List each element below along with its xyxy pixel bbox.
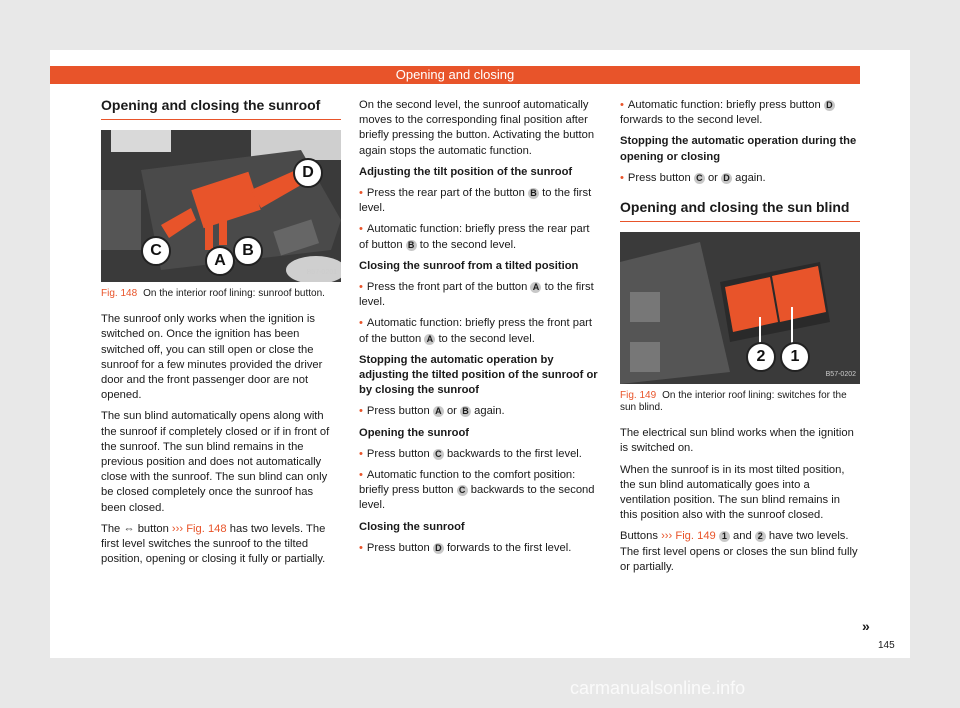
watermark: carmanualsonline.info — [570, 678, 746, 698]
figure-link[interactable]: Fig. 148 — [186, 522, 227, 535]
callout-d: D — [293, 158, 323, 188]
column-2 — [359, 98, 601, 562]
figure-code: B57-0202 — [825, 371, 856, 379]
figure-link[interactable]: Fig. 149 — [675, 530, 716, 543]
list-item: • Press button D forwards to the first level. — [359, 541, 601, 556]
column-3 — [620, 98, 860, 581]
callout-a: A — [205, 246, 235, 276]
paragraph: The ⇔ button ››› Fig. 148 has two levels. The first level switches the sunroof to the tilted position, opening or closing it fully or partially. — [101, 522, 326, 566]
list-item: • Press the front part of the button A to the first level. — [359, 280, 601, 310]
subheading: Stopping the automatic operation during the opening or closing — [620, 135, 857, 163]
callout-1: 1 — [780, 342, 810, 372]
figure-caption: Fig. 149 On the interior roof lining: switches for the sun blind. — [620, 390, 847, 414]
paragraph: On the second level, the sunroof automatically moves to the corresponding final position after briefly pressing the button. Activating the button again stops the automatic function. — [359, 99, 595, 157]
list-item: • Automatic function: briefly press the rear part of button B to the second level. — [359, 222, 601, 252]
callout-b: B — [233, 236, 263, 266]
column-1 — [101, 98, 341, 573]
paragraph: The sunroof only works when the ignition is switched on. Once the ignition has been switched off, you can still open or close the sunroof for a few minutes provided the driver door and the front passenger door are not opened. — [101, 313, 323, 402]
tilt-icon: ⇔ — [123, 522, 135, 535]
figure-148 — [101, 130, 341, 282]
paragraph: The electrical sun blind works when the ignition is switched on. — [620, 427, 854, 455]
callout-c: C — [141, 236, 171, 266]
list-item: • Press button C or D again. — [620, 171, 860, 186]
subheading: Closing the sunroof — [359, 520, 465, 533]
list-item: • Press button C backwards to the first level. — [359, 447, 601, 462]
sun-blind-switch-illustration — [620, 232, 860, 384]
paragraph: Buttons ››› Fig. 149 1 and 2 have two levels. The first level opens or closes the sun blind fully or partially. — [620, 530, 858, 573]
list-item: • Press button A or B again. — [359, 404, 601, 419]
section-title-sunroof: Opening and closing the sunroof — [101, 98, 341, 120]
list-item: • Automatic function: briefly press the front part of the button A to the second level. — [359, 316, 601, 346]
subheading: Closing the sunroof from a tilted position — [359, 259, 579, 272]
figure-caption: Fig. 148 On the interior roof lining: sunroof button. — [101, 288, 325, 300]
figure-number: Fig. 149 — [620, 390, 657, 402]
list-item: • Press the rear part of the button B to the first level. — [359, 186, 601, 216]
section-title-sun-blind: Opening and closing the sun blind — [620, 200, 860, 222]
paragraph: When the sunroof is in its most tilted position, the sun blind automatically goes into a ventilation position. The sun blind remains in this position also with the sunroof closed. — [620, 463, 845, 522]
continue-marker: » — [862, 618, 870, 634]
figure-number: Fig. 148 — [101, 288, 138, 300]
list-item: • Automatic function: briefly press button D forwards to the second level. — [620, 98, 860, 128]
paragraph: The sun blind automatically opens along with the sunroof if completely closed or if in front of the sunroof. The sun blind remains in the previous position and does not automatically close with the sunroof. The sun blind can only be closed completely once the sunroof has been closed. — [101, 410, 330, 514]
subheading: Opening the sunroof — [359, 426, 470, 439]
figure-code: B57-0201 — [306, 269, 337, 276]
subheading: Stopping the automatic operation by adjusting the tilted position of the sunroof or by closing the sunroof — [359, 353, 598, 397]
section-header: Opening and closing — [50, 66, 860, 84]
list-item: • Automatic function to the comfort position: briefly press button C backwards to the second level. — [359, 468, 601, 514]
page-number: 145 — [878, 640, 895, 651]
subheading: Adjusting the tilt position of the sunroof — [359, 165, 573, 178]
callout-2: 2 — [746, 342, 776, 372]
figure-149 — [620, 232, 860, 384]
